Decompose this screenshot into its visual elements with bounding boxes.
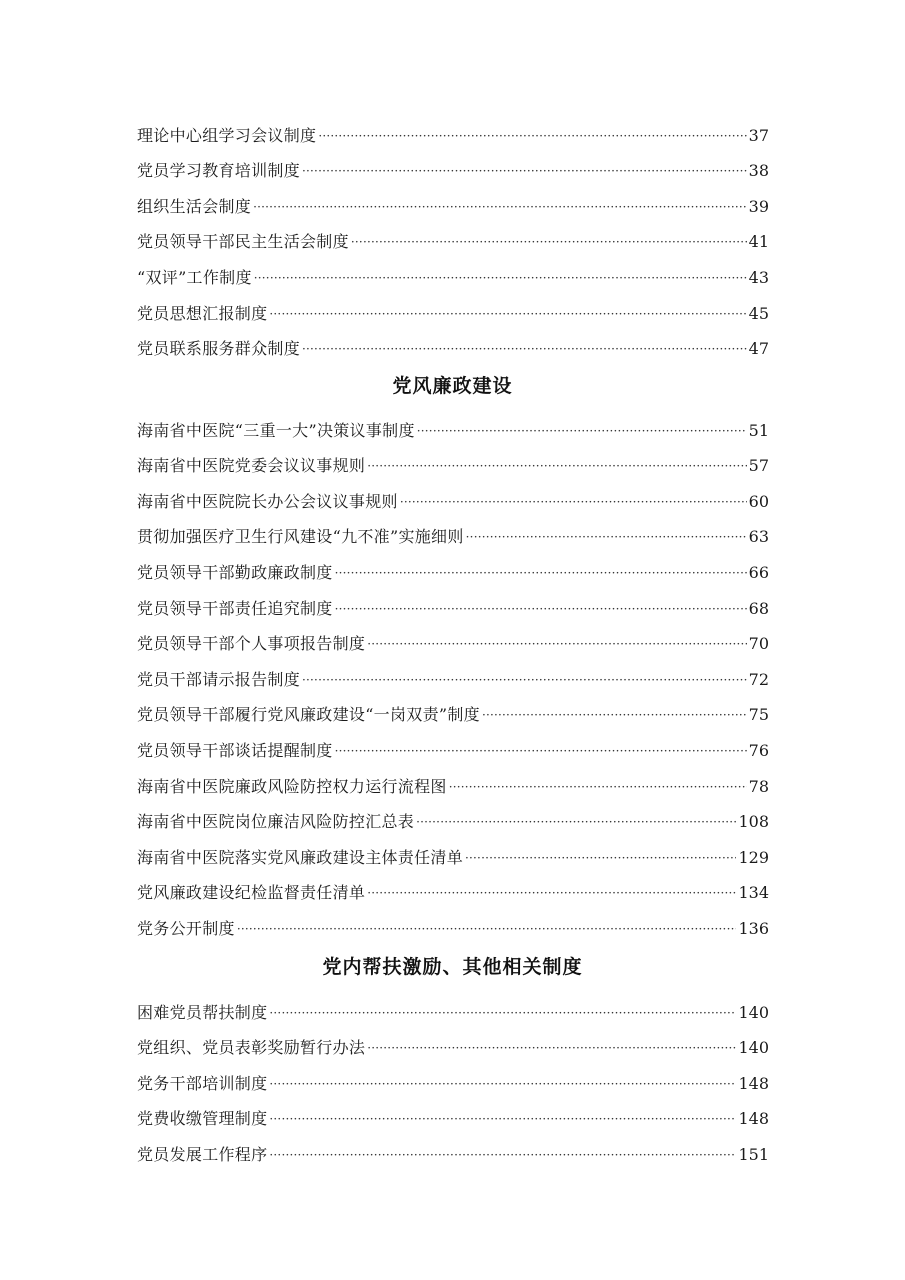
dot-leader	[367, 459, 746, 473]
toc-entry-page: 41	[748, 232, 769, 252]
toc-group-1	[137, 110, 769, 359]
toc-entry[interactable]	[137, 405, 769, 441]
toc-entry-page: 76	[748, 740, 769, 760]
toc-entry-page: 78	[748, 776, 769, 796]
toc-entry-title: 海南省中医院党委会议议事规则	[137, 456, 366, 476]
toc-entry[interactable]	[137, 1094, 769, 1130]
toc-entry[interactable]	[137, 903, 769, 939]
toc-entry-title: 党员干部请示报告制度	[137, 669, 301, 689]
toc-entry-title: 海南省中医院廉政风险防控权力运行流程图	[137, 776, 447, 796]
toc-entry-title: 党员领导干部民主生活会制度	[137, 232, 349, 252]
toc-entry[interactable]	[137, 1129, 769, 1165]
toc-entry[interactable]	[137, 619, 769, 655]
toc-entry-title: 党员领导干部勤政廉政制度	[137, 562, 333, 582]
toc-entry[interactable]	[137, 987, 769, 1023]
toc-entry-title: 组织生活会制度	[137, 196, 252, 216]
dot-leader	[302, 673, 747, 687]
toc-group-2	[137, 405, 769, 939]
toc-entry[interactable]	[137, 110, 769, 146]
dot-leader	[351, 235, 747, 249]
toc-entry-title: 党费收缴管理制度	[137, 1109, 268, 1129]
toc-entry-title: 困难党员帮扶制度	[137, 1002, 268, 1022]
toc-entry[interactable]	[137, 1023, 769, 1059]
toc-entry-title: 海南省中医院落实党风廉政建设主体责任清单	[137, 847, 464, 867]
toc-entry-page: 45	[748, 303, 769, 323]
toc-entry-page: 134	[738, 883, 769, 903]
toc-entry-page: 43	[748, 267, 769, 287]
toc-entry[interactable]	[137, 146, 769, 182]
toc-entry-page: 148	[738, 1073, 769, 1093]
toc-entry-page: 136	[738, 918, 769, 938]
dot-leader	[237, 922, 737, 936]
toc-entry-page: 39	[748, 196, 769, 216]
toc-entry-title: 党员学习教育培训制度	[137, 161, 301, 181]
section-heading-support-incentives: 党内帮扶激励、其他相关制度	[322, 956, 583, 978]
toc-entry[interactable]	[137, 476, 769, 512]
toc-entry[interactable]	[137, 547, 769, 583]
toc-entry-title: 党员发展工作程序	[137, 1144, 268, 1164]
toc-entry[interactable]	[137, 797, 769, 833]
dot-leader	[302, 342, 747, 356]
toc-entry-page: 57	[748, 456, 769, 476]
toc-entry[interactable]	[137, 868, 769, 904]
toc-entry-title: 党员领导干部谈话提醒制度	[137, 740, 333, 760]
toc-entry-title: 党务公开制度	[137, 918, 235, 938]
toc-entry[interactable]	[137, 690, 769, 726]
toc-entry-page: 140	[738, 1002, 769, 1022]
dot-leader	[253, 200, 747, 214]
toc-entry[interactable]	[137, 441, 769, 477]
toc-group-3	[137, 987, 769, 1165]
toc-entry[interactable]	[137, 252, 769, 288]
toc-entry-title: 海南省中医院“三重一大”决策议事制度	[137, 420, 415, 440]
section-heading-party-conduct: 党风廉政建设	[392, 375, 513, 397]
toc-entry[interactable]	[137, 512, 769, 548]
toc-entry[interactable]	[137, 725, 769, 761]
toc-entry[interactable]	[137, 217, 769, 253]
dot-leader	[335, 566, 747, 580]
dot-leader	[466, 530, 747, 544]
toc-entry-title: 海南省中医院岗位廉洁风险防控汇总表	[137, 812, 415, 832]
toc-entry-title: 党员思想汇报制度	[137, 303, 268, 323]
toc-entry-page: 70	[748, 634, 769, 654]
dot-leader	[254, 271, 747, 285]
toc-entry-title: 理论中心组学习会议制度	[137, 125, 317, 145]
toc-entry-page: 37	[748, 125, 769, 145]
toc-entry-page: 140	[738, 1038, 769, 1058]
dot-leader	[269, 1112, 736, 1126]
toc-entry-title: 党员领导干部个人事项报告制度	[137, 634, 366, 654]
dot-leader	[269, 1148, 736, 1162]
toc-entry-title: “双评”工作制度	[137, 267, 252, 287]
dot-leader	[417, 424, 747, 438]
toc-entry-page: 148	[738, 1109, 769, 1129]
toc-entry-title: 党务干部培训制度	[137, 1073, 268, 1093]
dot-leader	[269, 1077, 736, 1091]
toc-entry-title: 党风廉政建设纪检监督责任清单	[137, 883, 366, 903]
dot-leader	[449, 780, 747, 794]
toc-entry-title: 党组织、党员表彰奖励暂行办法	[137, 1038, 366, 1058]
toc-entry-page: 72	[748, 669, 769, 689]
dot-leader	[482, 708, 747, 722]
toc-entry-page: 129	[738, 847, 769, 867]
dot-leader	[269, 307, 746, 321]
toc-entry-title: 海南省中医院院长办公会议议事规则	[137, 491, 398, 511]
toc-entry[interactable]	[137, 583, 769, 619]
toc-entry[interactable]	[137, 324, 769, 360]
toc-entry-page: 151	[738, 1144, 769, 1164]
toc-entry-title: 党员领导干部责任追究制度	[137, 598, 333, 618]
toc-entry-title: 党员领导干部履行党风廉政建设“一岗双责”制度	[137, 705, 480, 725]
toc-entry[interactable]	[137, 1058, 769, 1094]
toc-entry[interactable]	[137, 288, 769, 324]
dot-leader	[367, 637, 746, 651]
dot-leader	[269, 1006, 736, 1020]
dot-leader	[465, 851, 736, 865]
toc-entry[interactable]	[137, 654, 769, 690]
toc-entry-page: 51	[748, 420, 769, 440]
toc-entry[interactable]	[137, 832, 769, 868]
dot-leader	[318, 129, 746, 143]
dot-leader	[416, 815, 736, 829]
toc-entry-page: 108	[738, 812, 769, 832]
dot-leader	[400, 495, 747, 509]
toc-entry-title: 党员联系服务群众制度	[137, 339, 301, 359]
toc-entry[interactable]	[137, 761, 769, 797]
toc-entry[interactable]	[137, 181, 769, 217]
toc-entry-page: 38	[748, 161, 769, 181]
toc-entry-page: 68	[748, 598, 769, 618]
toc-entry-page: 63	[748, 527, 769, 547]
dot-leader	[367, 1041, 736, 1055]
dot-leader	[335, 602, 747, 616]
dot-leader	[335, 744, 747, 758]
toc-entry-page: 47	[748, 339, 769, 359]
toc-entry-page: 60	[748, 491, 769, 511]
dot-leader	[367, 886, 736, 900]
toc-entry-page: 66	[748, 562, 769, 582]
dot-leader	[302, 164, 747, 178]
toc-entry-title: 贯彻加强医疗卫生行风建设“九不准”实施细则	[137, 527, 464, 547]
toc-entry-page: 75	[748, 705, 769, 725]
